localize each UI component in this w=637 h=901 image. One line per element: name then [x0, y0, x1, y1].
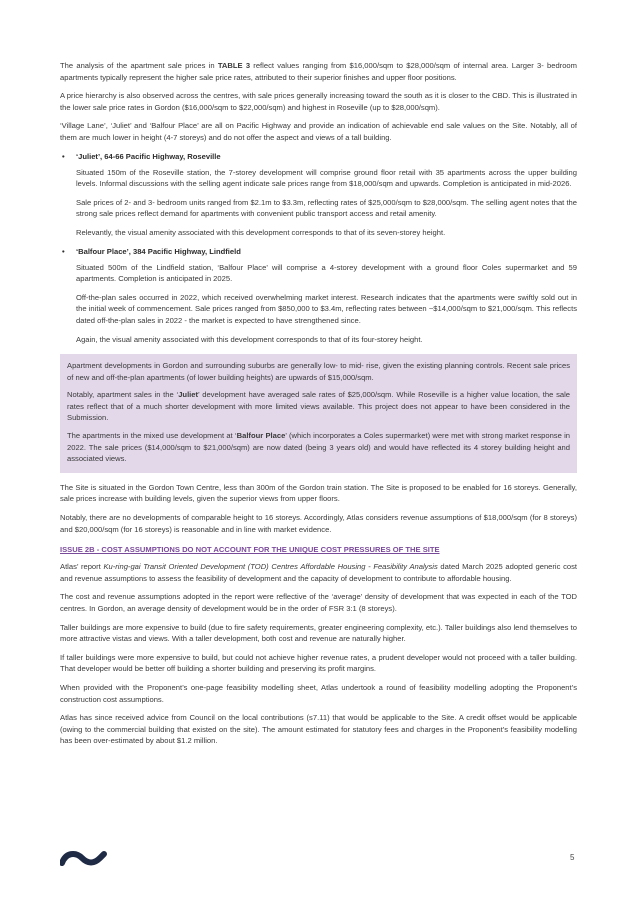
- site-paragraph: The Site is situated in the Gordon Town Centre, less than 300m of the Gordon train station. The Site is proposed to be enabled for 16 storeys. Generally, sale prices increase with building levels, given the superior views from upper floors.: [60, 482, 577, 504]
- intro-paragraph-3: ‘Village Lane’, ‘Juliet’ and ‘Balfour Place’ are all on Pacific Highway and provide an indication of achievable end sale values on the Site. Notably, all of them are much lower in height (4-7 storeys) and do not offer the aspect and views of a tall building.: [60, 121, 577, 142]
- issue-heading: ISSUE 2B - COST ASSUMPTIONS DO NOT ACCOUNT FOR THE UNIQUE COST PRESSURES OF THE SITE: [60, 545, 440, 555]
- balfour-heading: • ‘Balfour Place’, 384 Pacific Highway, Lindfield: [62, 246, 241, 256]
- juliet-paragraph-1: Situated 150m of the Roseville station, the 7-storey development will comprise ground floor retail with 35 apartments across the upper building levels. Informal discussions with the selling agent indicate sale prices range from $18,000/sqm and upwards. Completion is anticipated in mid-2026.: [76, 167, 577, 189]
- wave-logo-icon: [60, 850, 120, 871]
- issue-paragraph-5: When provided with the Proponent’s one-page feasibility modelling sheet, Atlas undertook a round of feasibility modelling adopting the Proponent’s construction cost assumptions.: [60, 682, 577, 704]
- juliet-paragraph-2: Sale prices of 2- and 3- bedroom units ranged from $2.1m to $3.3m, reflecting rates of $25,000/sqm to $28,000/sqm. The selling agent notes that the strong sale prices reflect demand for apartments with convenient public transport access and retail amenity.: [76, 197, 577, 219]
- balfour-paragraph-1: Situated 500m of the Lindfield station, ‘Balfour Place’ will comprise a 4-storey development with a ground floor Coles supermarket and 59 apartments. Completion is anticipated in 2025.: [76, 262, 577, 284]
- callout-paragraph-1: Apartment developments in Gordon and surrounding suburbs are generally low- to mid- rise, given the existing planning controls. Recent sale prices of new and off-the-plan apartments (of lower building heights) are upwards of $15,000/sqm.: [67, 361, 570, 382]
- assumption-paragraph: Notably, there are no developments of comparable height to 16 storeys. Accordingly, Atlas considers revenue assumptions of $18,000/sqm (for 8 storeys) and $20,000/sqm (for 16 storeys) is reasonable and in line with market evidence.: [60, 513, 577, 534]
- issue-paragraph-6: Atlas has since received advice from Council on the local contributions (s7.11) that would be applicable to the Site. A credit offset would be applicable (owing to the commercial building that existed on the site). The amount estimated for statutory fees and charges in the Proponent’s feasibility modelling has been over-estimated by about $1.2 million.: [60, 713, 577, 746]
- bullet-icon: •: [62, 246, 65, 256]
- issue-paragraph-3: Taller buildings are more expensive to build (due to fire safety requirements, greater engineering complexity, etc.). Taller buildings also lend themselves to more attractive vistas and views. With a taller development, both cost and revenue are naturally higher.: [60, 622, 577, 644]
- balfour-paragraph-3: Again, the visual amenity associated with this development corresponds to that of its four-storey height.: [76, 334, 423, 344]
- callout-paragraph-2: Notably, apartment sales in the ‘Juliet’ development have averaged sale rates of $25,000/sqm. While Roseville is a higher value location, the sale rates reflect that of a much shorter development with more limited views available. This project does not appear to have been considered in the Submission.: [67, 390, 570, 423]
- intro-paragraph-2: A price hierarchy is also observed across the centres, with sale prices generally increasing toward the south as it is closer to the CBD. This is illustrated in the lower sale price rates in Gordon ($16,000/sqm to $22,000/sqm) and highest in Roseville (up to $28,000/sqm).: [60, 91, 577, 112]
- juliet-paragraph-3: Relevantly, the visual amenity associated with this development corresponds to that of its seven-storey height.: [76, 227, 446, 237]
- summary-callout: [60, 354, 577, 473]
- balfour-paragraph-2: Off-the-plan sales occurred in 2022, which received overwhelming market interest. Research indicates that the apartments were swiftly sold out in the initial week of commencement. Sale prices ranged from $850,000 to $3.4m, reflecting rates between ~$14,000/sqm to $21,000/sqm. This reflects dated off-the-plan sales in 2022 - the market is expected to have strengthened since.: [76, 292, 577, 325]
- intro-paragraph-1: The analysis of the apartment sale prices in TABLE 3 reflect values ranging from $16,000/sqm to $28,000/sqm of internal area. Larger 3- bedroom apartments typically represent the higher sale price rates, attributed to their superior finishes and upper floor positions.: [60, 61, 577, 82]
- juliet-heading: • ‘Juliet’, 64-66 Pacific Highway, Roseville: [62, 151, 221, 161]
- page-number: 5: [570, 853, 575, 862]
- bullet-icon: •: [62, 151, 65, 161]
- report-title: Ku-ring-gai Transit Oriented Development (TOD) Centres Affordable Housing - Feasibility Analysis: [103, 562, 438, 572]
- table-reference: TABLE 3: [217, 61, 251, 70]
- issue-paragraph-1: Atlas’ report Ku-ring-gai Transit Oriented Development (TOD) Centres Affordable Housing - Feasibility Analysis dated March 2025 adopted generic cost and revenue assumptions to assess the feasibility of development and the capacity of development to contribute to affordable housing.: [60, 562, 577, 583]
- issue-paragraph-4: If taller buildings were more expensive to build, but could not achieve higher revenue rates, a prudent developer would not proceed with a taller building. That developer would be better off building a shorter building and preserving its profit margins.: [60, 652, 577, 674]
- page-content: [60, 60, 577, 754]
- callout-paragraph-3: The apartments in the mixed use development at ‘Balfour Place’ (which incorporates a Coles supermarket) were met with strong market response in 2022. The sale prices ($14,000/sqm to $21,000/sqm) are now dated (being 3 years old) and would have reflected its 4 storey building height and associated views.: [67, 431, 570, 464]
- issue-paragraph-2: The cost and revenue assumptions adopted in the report were reflective of the ‘average’ density of development that was expected in each of the TOD centres. In Gordon, an average density of development would be in the order of FSR 3:1 (8 storeys).: [60, 592, 577, 613]
